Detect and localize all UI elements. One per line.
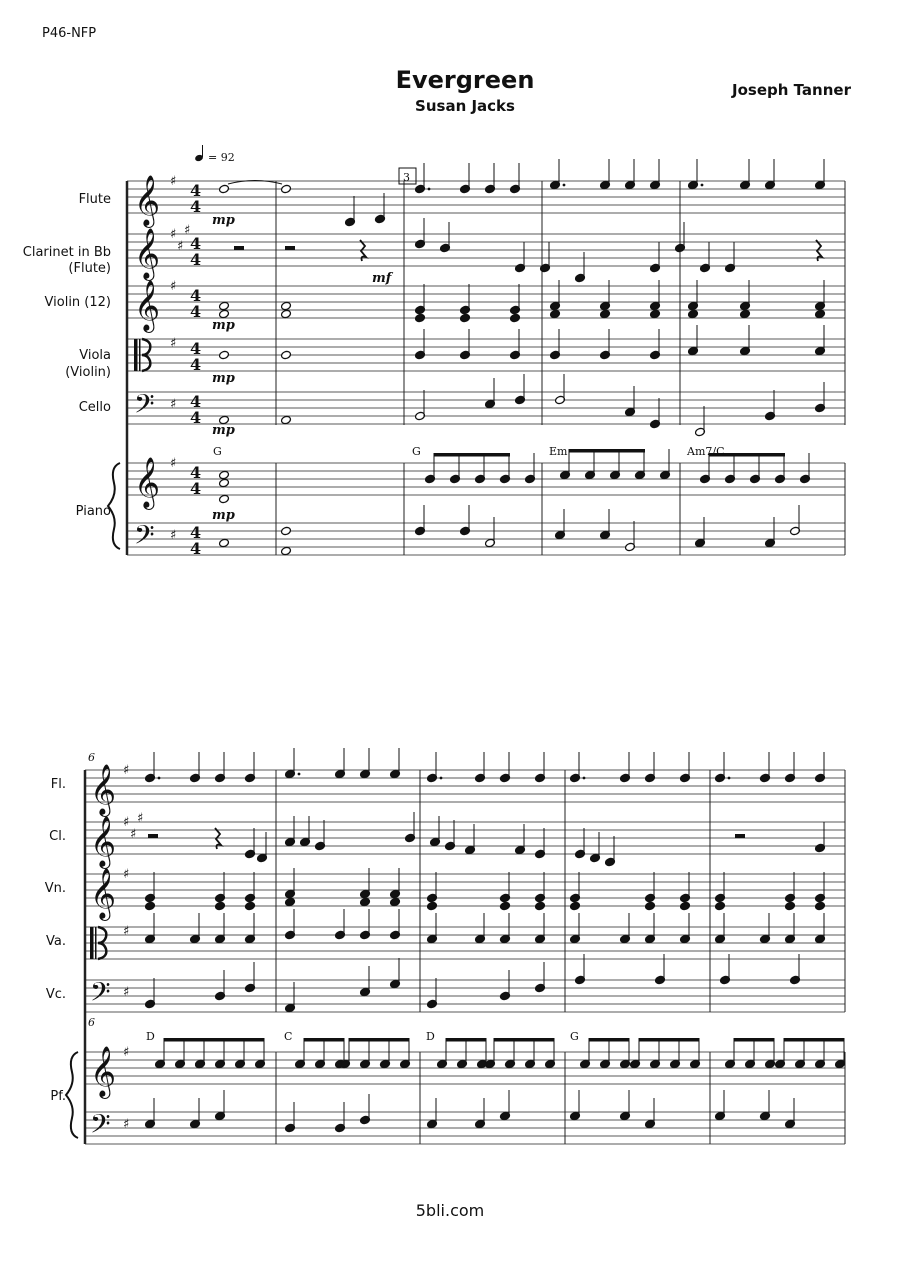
note-head xyxy=(600,309,611,319)
treble-clef: 𝄞 xyxy=(134,228,161,279)
bass-clef: 𝄢 xyxy=(90,1108,111,1146)
note-head xyxy=(715,901,726,911)
beam xyxy=(569,449,645,453)
time-signature: 4 xyxy=(190,286,202,305)
time-signature: 4 xyxy=(190,479,202,498)
dot xyxy=(158,777,161,780)
beam xyxy=(164,1038,204,1042)
dynamic-viola: mp xyxy=(212,371,235,386)
chord-symbol: G xyxy=(570,1030,579,1043)
time-signature: 4 xyxy=(190,197,202,216)
piano-brace xyxy=(66,1052,78,1138)
sharp-sign: ♯ xyxy=(123,763,130,778)
note-head xyxy=(219,301,230,311)
alto-clef xyxy=(134,339,138,371)
dot xyxy=(701,184,704,187)
note-head xyxy=(281,415,292,425)
time-signature: 4 xyxy=(190,181,202,200)
beam xyxy=(784,1038,844,1042)
sharp-sign: ♯ xyxy=(170,279,177,294)
treble-clef: 𝄞 xyxy=(134,175,161,226)
chord-symbol: Em xyxy=(549,445,568,458)
chord-symbol: G xyxy=(213,445,222,458)
note-head xyxy=(281,350,292,360)
sharp-sign: ♯ xyxy=(170,336,177,351)
beam xyxy=(434,453,510,457)
note-head xyxy=(360,897,371,907)
label-fl: Fl. xyxy=(50,777,66,792)
label-viola-sub: (Violin) xyxy=(65,365,111,380)
beam xyxy=(589,1038,629,1042)
measure-number: 6 xyxy=(88,751,95,764)
time-signature: 4 xyxy=(190,355,202,374)
alto-clef xyxy=(139,339,141,371)
song-subtitle: Susan Jacks xyxy=(415,97,515,115)
chord-symbol: G xyxy=(412,445,421,458)
sharp-sign: ♯ xyxy=(123,867,130,882)
note-head xyxy=(427,901,438,911)
treble-clef: 𝄞 xyxy=(90,1046,117,1097)
footer-site: 5bli.com xyxy=(415,1201,485,1220)
note-head xyxy=(815,309,826,319)
note-head xyxy=(570,901,581,911)
note-head xyxy=(219,470,230,480)
note-head xyxy=(281,526,292,536)
sharp-sign: ♯ xyxy=(123,1117,130,1132)
dot xyxy=(298,773,301,776)
dot xyxy=(563,184,566,187)
note-head xyxy=(415,313,426,323)
label-vn: Vn. xyxy=(44,881,66,896)
song-title: Evergreen xyxy=(395,66,535,94)
beam xyxy=(204,1038,264,1042)
note-head xyxy=(535,901,546,911)
time-signature: 4 xyxy=(190,463,202,482)
composer-name: Joseph Tanner xyxy=(732,81,851,99)
chord-symbol: Am7/C xyxy=(687,445,725,458)
sharp-sign: ♯ xyxy=(170,397,177,412)
chord-symbol: D xyxy=(426,1030,435,1043)
label-va: Va. xyxy=(46,934,66,949)
alto-clef xyxy=(95,927,97,959)
sharp-sign: ♯ xyxy=(123,815,130,830)
rehearsal-mark xyxy=(399,168,416,184)
time-signature: 4 xyxy=(190,302,202,321)
sharp-sign: ♯ xyxy=(137,811,144,826)
chord-symbol: D xyxy=(146,1030,155,1043)
label-flute: Flute xyxy=(78,192,111,207)
dot xyxy=(728,777,731,780)
note-head xyxy=(281,184,292,194)
label-clarinet: Clarinet in Bb xyxy=(22,245,111,260)
sharp-sign: ♯ xyxy=(184,223,191,238)
treble-clef: 𝄞 xyxy=(90,816,117,867)
sharp-sign: ♯ xyxy=(123,985,130,1000)
bass-clef: 𝄢 xyxy=(134,519,155,557)
tempo-marking xyxy=(194,145,235,164)
sharp-sign: ♯ xyxy=(177,239,184,254)
note-head xyxy=(650,309,661,319)
note-head xyxy=(785,901,796,911)
half-rest xyxy=(285,246,295,250)
beam xyxy=(304,1038,344,1042)
dynamic-cello: mp xyxy=(212,423,235,438)
sharp-sign: ♯ xyxy=(123,924,130,939)
notes-layer xyxy=(145,159,846,1133)
time-signature: 4 xyxy=(190,250,202,269)
note-head xyxy=(460,313,471,323)
sharp-sign: ♯ xyxy=(170,174,177,189)
piano-measure-number: 6 xyxy=(88,1016,95,1029)
note-head xyxy=(219,538,230,548)
note-head xyxy=(219,350,230,360)
half-rest xyxy=(735,834,745,838)
note-head xyxy=(145,901,156,911)
note-head xyxy=(281,546,292,556)
label-vc: Vc. xyxy=(45,987,66,1002)
dot xyxy=(583,777,586,780)
beam xyxy=(349,1038,409,1042)
label-cello: Cello xyxy=(78,400,111,415)
label-pf: Pf. xyxy=(50,1089,66,1104)
note-head xyxy=(550,309,561,319)
dynamic-piano: mp xyxy=(212,508,235,523)
label-cl: Cl. xyxy=(49,829,66,844)
alto-clef xyxy=(90,927,94,959)
note-head xyxy=(645,901,656,911)
beam xyxy=(639,1038,699,1042)
half-rest xyxy=(148,834,158,838)
time-signature: 4 xyxy=(190,339,202,358)
note-head xyxy=(510,313,521,323)
note-head xyxy=(219,478,230,488)
time-signature: 4 xyxy=(190,523,202,542)
note-head xyxy=(688,309,699,319)
label-violin: Violin (12) xyxy=(44,295,111,310)
note-head xyxy=(740,309,751,319)
tempo-text: = 92 xyxy=(208,151,235,164)
dynamic-flute: mp xyxy=(212,213,235,228)
sharp-sign: ♯ xyxy=(130,827,137,842)
sharp-sign: ♯ xyxy=(170,227,177,242)
label-clarinet-sub: (Flute) xyxy=(68,261,111,276)
note-head xyxy=(281,301,292,311)
time-signature: 4 xyxy=(190,234,202,253)
note-head xyxy=(500,901,511,911)
treble-clef: 𝄞 xyxy=(90,868,117,919)
staff-lines xyxy=(66,174,845,1146)
bass-clef: 𝄢 xyxy=(90,976,111,1014)
note-head xyxy=(285,897,296,907)
dynamic-violin: mp xyxy=(212,318,235,333)
treble-clef: 𝄞 xyxy=(134,280,161,331)
beam xyxy=(494,1038,554,1042)
rehearsal-number: 3 xyxy=(403,171,410,184)
label-piano: Piano xyxy=(75,504,111,519)
dot xyxy=(428,188,431,191)
half-rest xyxy=(234,246,244,250)
bass-clef: 𝄢 xyxy=(134,388,155,426)
treble-clef: 𝄞 xyxy=(90,764,117,815)
time-signature: 4 xyxy=(190,408,202,427)
note-head xyxy=(680,901,691,911)
page-code: P46-NFP xyxy=(42,26,97,41)
beam xyxy=(446,1038,486,1042)
chord-symbol: C xyxy=(284,1030,293,1043)
beam xyxy=(734,1038,774,1042)
dynamic-clarinet: mf xyxy=(372,271,392,286)
note-head xyxy=(815,901,826,911)
treble-clef: 𝄞 xyxy=(134,457,161,508)
note-head xyxy=(390,897,401,907)
sharp-sign: ♯ xyxy=(170,456,177,471)
note-head xyxy=(219,494,230,504)
time-signature: 4 xyxy=(190,539,202,558)
note-head xyxy=(219,184,230,194)
note-head xyxy=(281,309,292,319)
sharp-sign: ♯ xyxy=(170,528,177,543)
label-viola: Viola xyxy=(79,348,111,363)
note-head xyxy=(215,901,226,911)
note-head xyxy=(245,901,256,911)
dot xyxy=(440,777,443,780)
sharp-sign: ♯ xyxy=(123,1045,130,1060)
time-signature: 4 xyxy=(190,392,202,411)
